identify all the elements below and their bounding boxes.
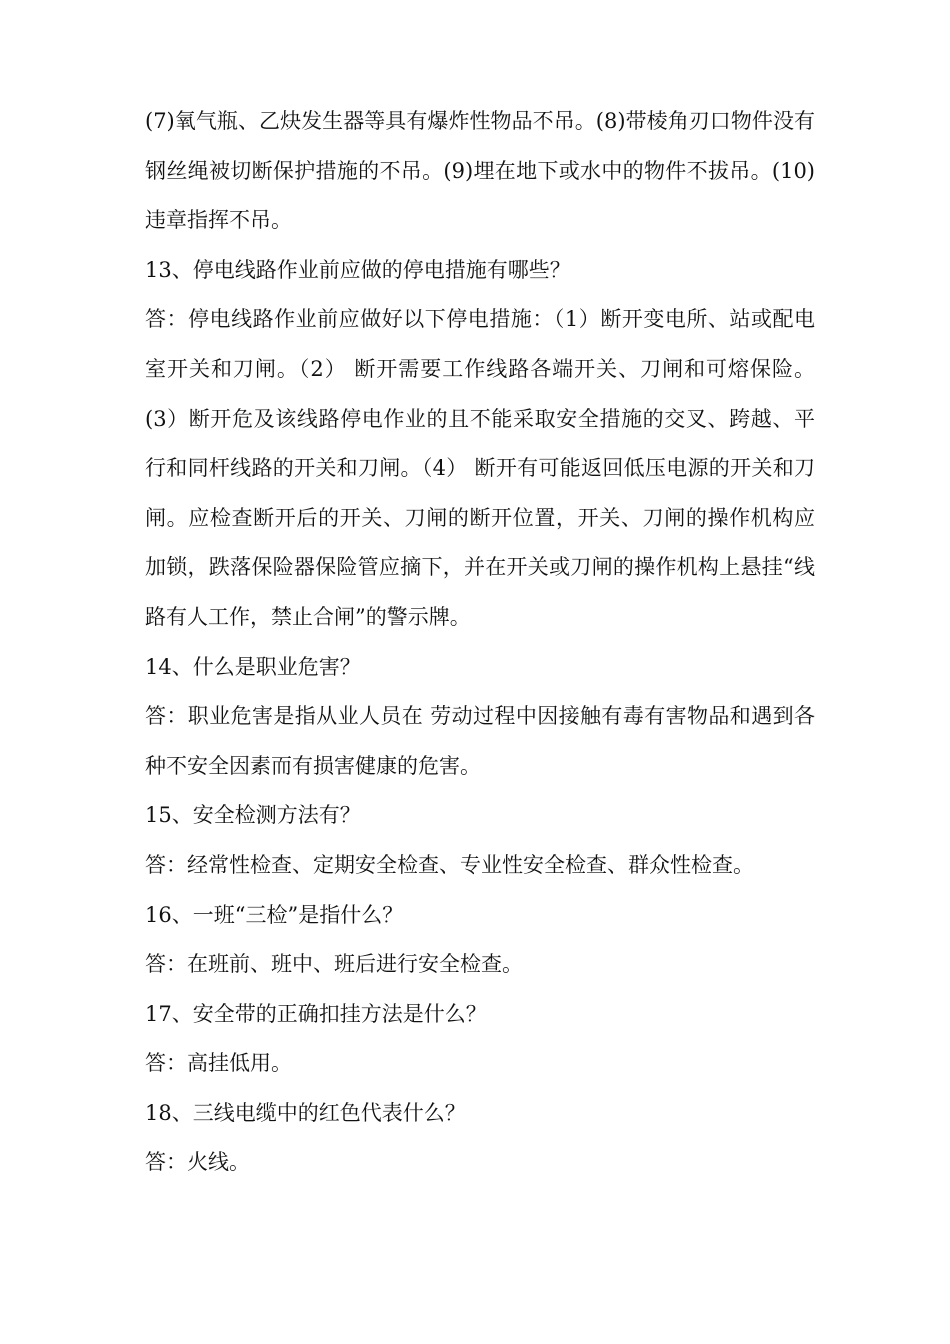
paragraph-hoisting-rules-continued: (7)氧气瓶、乙炔发生器等具有爆炸性物品不吊。(8)带棱角刃口物件没有钢丝绳被切断保护措施的不吊。(9)埋在地下或水中的物件不拔吊。(10)违章指挥不吊。 [145,109,815,233]
question-17: 17、安全带的正确扣挂方法是什么？ [145,1001,487,1026]
question-14: 14、什么是职业危害？ [145,654,361,679]
answer-14: 答：职业危害是指从业人员在 劳动过程中因接触有毒有害物品和遇到各种不安全因素而有损害健康的危害。 [145,704,815,778]
answer-15: 答：经常性检查、定期安全检查、专业性安全检查、群众性检查。 [145,852,754,877]
document-body [145,97,815,1188]
question-18: 18、三线电缆中的红色代表什么？ [145,1100,466,1125]
answer-18: 答：火线。 [145,1150,250,1175]
question-13: 13、停电线路作业前应做的停电措施有哪些？ [145,257,571,282]
answer-13: 答：停电线路作业前应做好以下停电措施：（1）断开变电所、站或配电室开关和刀闸。（2） 断开需要工作线路各端开关、刀闸和可熔保险。(3）断开危及该线路停电作业的且不能采取安全措施的交叉、跨越、平行和同杆线路的开关和刀闸。（4） 断开有可能返回低压电源的开关和刀闸。应检查断开后的开关、刀闸的断开位置，开关、刀闸的操作机构应加锁，跌落保险器保险管应摘下，并在开关或刀闸的操作机构上悬挂“线路有人工作，禁止合闸”的警示牌。 [145,307,815,629]
answer-16: 答：在班前、班中、班后进行安全检查。 [145,952,523,977]
answer-17: 答：高挂低用。 [145,1051,292,1076]
question-16: 16、一班“三检”是指什么？ [145,902,404,927]
question-15: 15、安全检测方法有？ [145,803,361,828]
